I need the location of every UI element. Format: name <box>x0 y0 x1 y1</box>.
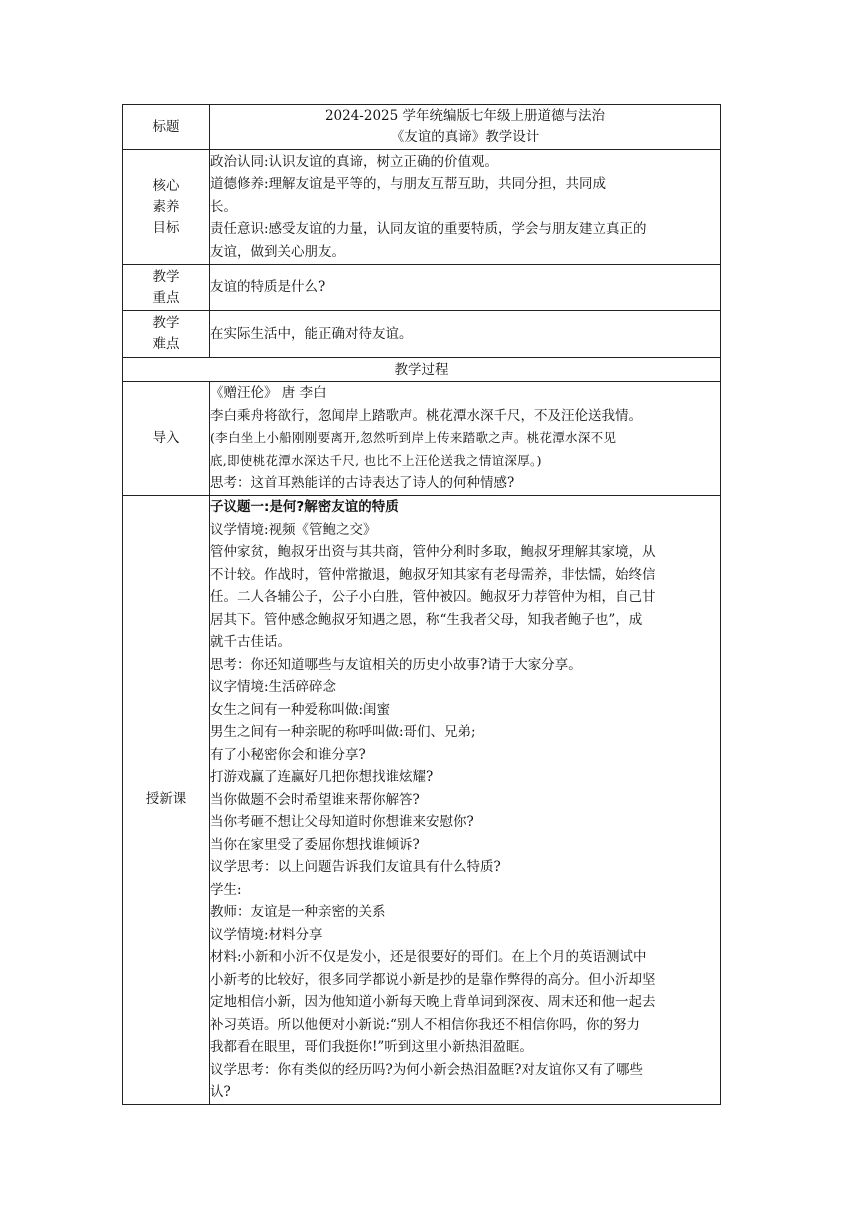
title-line-2: 《友谊的真谛》教学设计 <box>390 129 540 145</box>
lesson-line: 就千古佳话。 <box>210 634 291 650</box>
core-line: 责任意识:感受友谊的力量，认同友谊的重要特质，学会与朋友建立真正的 <box>210 221 647 238</box>
lesson-line: 男生之间有一种亲昵的称呼叫做:哥们、兄弟; <box>210 724 476 740</box>
lesson-plan-table <box>122 104 721 1105</box>
new-lesson-label: 授新课 <box>123 496 210 1105</box>
title-row <box>123 105 721 150</box>
lesson-line: 定地相信小新，因为他知道小新每天晚上背单词到深夜、周末还和他一起去 <box>210 994 656 1010</box>
intro-content <box>210 382 721 496</box>
lesson-line: 当你考砸不想让父母知道时你想谁来安慰你? <box>210 814 474 830</box>
difficult-label-line-2: 难点 <box>152 336 180 352</box>
key-point-row <box>123 265 721 311</box>
core-label-line-3: 目标 <box>152 219 180 236</box>
lesson-line: 当你做题不会时希望谁来帮你解答? <box>210 791 420 808</box>
lesson-line: 议学情境:视频《管鲍之交》 <box>210 521 377 538</box>
lesson-line: 补习英语。所以他便对小新说:“别人不相信你我还不相信你吗，你的努力 <box>210 1016 640 1033</box>
new-lesson-row <box>123 496 721 1105</box>
lesson-line: 有了小秘密你会和谁分享? <box>210 746 366 763</box>
difficult-point-row <box>123 311 721 358</box>
intro-line: 思考：这首耳熟能详的古诗表达了诗人的何种情感? <box>210 475 515 492</box>
lesson-line: 小新考的比较好，很多同学都说小新是抄的是靠作弊得的高分。但小沂却坚 <box>210 971 656 988</box>
sub-topic-heading: 子议题一:是何?解密友谊的特质 <box>210 499 399 515</box>
title-line-1: 2024-2025 学年统编版七年级上册道德与法治 <box>324 108 606 124</box>
difficult-point-content: 在实际生活中，能正确对待友谊。 <box>210 311 721 358</box>
intro-line: 底,即使桃花潭水深达千尺, 也比不上汪伦送我之情谊深厚。) <box>210 452 542 468</box>
lesson-line: 思考：你还知道哪些与友谊相关的历史小故事?请于大家分享。 <box>210 656 582 673</box>
core-line: 政治认同:认识友谊的真谛，树立正确的价值观。 <box>210 153 499 170</box>
difficult-label-line-1: 教学 <box>152 315 180 331</box>
key-label-line-1: 教学 <box>152 268 180 285</box>
key-point-content: 友谊的特质是什么? <box>210 265 721 311</box>
lesson-line: 议学情境:材料分享 <box>210 926 323 943</box>
difficult-point-label <box>123 311 210 358</box>
lesson-line: 女生之间有一种爱称叫做:闺蜜 <box>210 701 391 718</box>
process-header-row <box>123 358 721 382</box>
process-header: 教学过程 <box>123 358 721 382</box>
lesson-line: 议学思考：你有类似的经历吗?为何小新会热泪盈眶?对友谊你又有了哪些 <box>210 1061 643 1078</box>
core-label-line-2: 素养 <box>152 198 180 215</box>
intro-line: 李白乘舟将欲行，忽闻岸上踏歌声。桃花潭水深千尺，不及汪伦送我情。 <box>210 407 642 424</box>
intro-row <box>123 382 721 496</box>
lesson-line: 当你在家里受了委屈你想找谁倾诉? <box>210 836 420 853</box>
title-label: 标题 <box>123 105 210 150</box>
lesson-line: 材料:小新和小沂不仅是发小，还是很要好的哥们。在上个月的英语测试中 <box>210 949 647 965</box>
lesson-line: 教师：友谊是一种亲密的关系 <box>210 904 386 920</box>
core-line: 道德修养:理解友谊是平等的，与朋友互帮互助，共同分担，共同成 <box>210 176 607 193</box>
key-point-label <box>123 265 210 311</box>
new-lesson-content <box>210 496 721 1105</box>
lesson-line: 打游戏赢了连赢好几把你想找谁炫耀? <box>210 769 434 785</box>
lesson-line: 我都看在眼里，哥们我挺你!”听到这里小新热泪盈眶。 <box>210 1039 533 1055</box>
title-content <box>210 105 721 150</box>
core-line: 友谊，做到关心朋友。 <box>210 243 345 260</box>
intro-label: 导入 <box>123 382 210 496</box>
lesson-line: 管仲家贫，鲍叔牙出资与其共商，管仲分利时多取，鲍叔牙理解其家境，从 <box>210 544 656 560</box>
lesson-line: 议学思考：以上问题告诉我们友谊具有什么特质? <box>210 859 501 875</box>
intro-line: (李白坐上小船刚刚要离开,忽然听到岸上传来踏歌之声。桃花潭水深不见 <box>210 430 617 446</box>
lesson-line: 议字情境:生活碎碎念 <box>210 679 337 695</box>
core-label-line-1: 核心 <box>152 177 180 194</box>
lesson-line: 学生: <box>210 881 242 898</box>
core-line: 长。 <box>210 198 237 215</box>
lesson-line: 任。二人各辅公子，公子小白胜，管仲被囚。鲍叔牙力荐管仲为相，自己甘 <box>210 589 656 605</box>
lesson-line: 不计较。作战时，管仲常撤退，鲍叔牙知其家有老母需养，非怯懦，始终信 <box>210 566 656 583</box>
core-literacy-content <box>210 150 721 265</box>
key-label-line-2: 重点 <box>152 289 180 306</box>
core-literacy-label <box>123 150 210 265</box>
intro-line: 《赠汪伦》 唐 李白 <box>210 385 327 402</box>
core-literacy-row <box>123 150 721 265</box>
lesson-line: 居其下。管仲感念鲍叔牙知遇之恩，称“生我者父母，知我者鲍子也”，成 <box>210 611 643 628</box>
lesson-line: 认? <box>210 1084 231 1100</box>
